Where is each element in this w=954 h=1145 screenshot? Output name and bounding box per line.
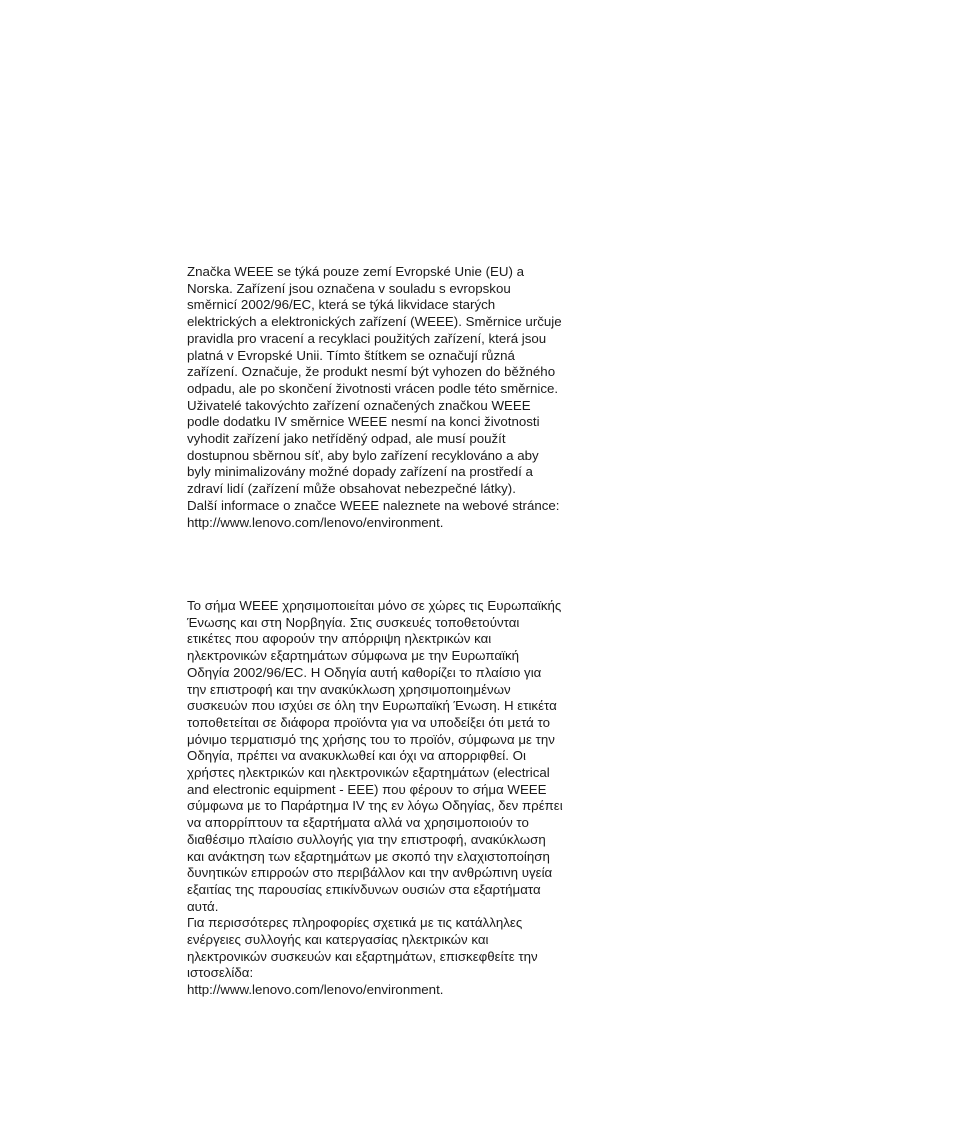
text-line: διαθέσιμο πλαίσιο συλλογής για την επιστροφή, ανακύκλωση [187, 831, 546, 847]
text-line: platná v Evropské Unii. Tímto štítkem se označují různá [187, 347, 515, 363]
text-line: δυνητικών επιρροών στο περιβάλλον και την ανθρώπινη υγεία [187, 865, 553, 881]
text-line: odpadu, ale po skončení životnosti vrácen podle této směrnice. [187, 380, 559, 396]
text-line: vyhodit zařízení jako netříděný odpad, ale musí použít [187, 431, 506, 447]
environment-url-greek: http://www.lenovo.com/lenovo/environment. [187, 982, 444, 998]
text-line: ηλεκτρονικών εξαρτημάτων σύμφωνα με την Ευρωπαϊκή [187, 648, 520, 664]
text-line: Uživatelé takovýchto zařízení označených značkou WEEE [187, 397, 531, 413]
text-line: ενέργειες συλλογής και κατεργασίας ηλεκτρικών και [187, 932, 489, 948]
text-line: εξαιτίας της παρουσίας επικίνδυνων ουσιών στα εξαρτήματα [187, 881, 541, 897]
text-line: τοποθετείται σε διάφορα προϊόντα για να υποδείξει ότι μετά το [187, 714, 551, 730]
text-line: byly minimalizovány možné dopady zařízení na prostředí a [187, 464, 533, 480]
weee-notice-czech [187, 264, 647, 531]
text-line: συσκευών που ισχύει σε όλη την Ευρωπαϊκή Ένωση. Η ετικέτα [187, 698, 557, 714]
text-line: dostupnou sběrnou síť, aby bylo zařízení recyklováno a aby [187, 447, 539, 463]
text-line: Značka WEEE se týká pouze zemí Evropské Unie (EU) a [187, 264, 524, 279]
environment-url-czech: http://www.lenovo.com/lenovo/environment. [187, 514, 444, 530]
text-line: Ένωσης και στη Νορβηγία. Στις συσκευές τοποθετούνται [187, 614, 520, 630]
weee-notice-greek [187, 598, 647, 999]
text-line: Οδηγία 2002/96/EC. Η Οδηγία αυτή καθορίζει το πλαίσιο για [187, 664, 542, 680]
text-line: σύμφωνα με το Παράρτημα IV της εν λόγω Οδηγίας, δεν πρέπει [187, 798, 563, 814]
text-line: zdraví lidí (zařízení může obsahovat nebezpečné látky). [187, 481, 516, 497]
text-line: και ανάκτηση των εξαρτημάτων με σκοπό την ελαχιστοποίηση [187, 848, 550, 864]
text-line: ιστοσελίδα: [187, 965, 254, 981]
text-line: Οδηγία, πρέπει να ανακυκλωθεί και όχι να απορριφθεί. Οι [187, 748, 526, 764]
text-line: podle dodatku IV směrnice WEEE nesmí na konci životnosti [187, 414, 540, 430]
text-line: Další informace o značce WEEE naleznete na webové stránce: [187, 497, 560, 513]
text-line: zařízení. Označuje, že produkt nesmí být vyhozen do běžného [187, 364, 556, 380]
text-line: elektrických a elektronických zařízení (WEEE). Směrnice určuje [187, 314, 562, 330]
text-line: Norska. Zařízení jsou označena v souladu s evropskou [187, 280, 511, 296]
text-line: and electronic equipment - EEE) που φέρουν το σήμα WEEE [187, 781, 547, 797]
text-line: ηλεκτρονικών συσκευών και εξαρτημάτων, επισκεφθείτε την [187, 948, 538, 964]
text-line: χρήστες ηλεκτρικών και ηλεκτρονικών εξαρτημάτων (electrical [187, 765, 550, 781]
text-line: ετικέτες που αφορούν την απόρριψη ηλεκτρικών και [187, 631, 492, 647]
text-line: μόνιμο τερματισμό της χρήσης του το προϊόν, σύμφωνα με την [187, 731, 555, 747]
text-line: την επιστροφή και την ανακύκλωση χρησιμοποιημένων [187, 681, 511, 697]
text-line: αυτά. [187, 898, 219, 914]
text-line: Για περισσότερες πληροφορίες σχετικά με τις κατάλληλες [187, 915, 523, 931]
text-line: směrnicí 2002/96/EC, která se týká likvidace starých [187, 297, 496, 313]
text-line: να απορρίπτουν τα εξαρτήματα αλλά να χρησιμοποιούν το [187, 815, 529, 831]
text-line: Το σήμα WEEE χρησιμοποιείται μόνο σε χώρες τις Ευρωπαϊκής [187, 598, 562, 613]
text-line: pravidla pro vracení a recyklaci použitých zařízení, která jsou [187, 330, 547, 346]
